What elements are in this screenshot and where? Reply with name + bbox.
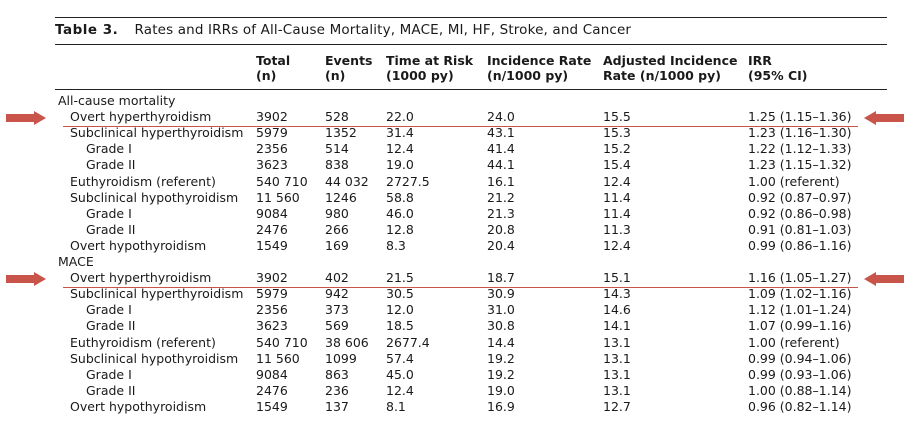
table-cell: 1352 (325, 125, 357, 141)
table-cell: 236 (325, 382, 349, 398)
table-cell: 863 (325, 366, 349, 382)
table-cell: 5979 (256, 125, 288, 141)
table-cell: 12.4 (386, 382, 414, 398)
table-cell: 1.00 (0.88–1.14) (748, 382, 852, 398)
table-cell: 30.5 (386, 286, 414, 302)
table-cell: 8.1 (386, 398, 406, 414)
table-row (0, 238, 908, 254)
table-row (0, 109, 908, 125)
right-arrow-icon (6, 272, 46, 286)
table-row (0, 383, 908, 399)
table-cell: 1.12 (1.01–1.24) (748, 302, 852, 318)
highlight-underline-mortality (63, 126, 858, 127)
table-cell: 1549 (256, 237, 288, 253)
table-cell: 14.1 (603, 318, 631, 334)
table-cell: 13.1 (603, 350, 631, 366)
table-cell: 13.1 (603, 382, 631, 398)
table-cell: 569 (325, 318, 349, 334)
table-cell: 20.4 (487, 237, 515, 253)
table-cell: 2356 (256, 302, 288, 318)
table-cell: 838 (325, 157, 349, 173)
highlight-underline-mace (63, 287, 858, 288)
table-title: Rates and IRRs of All-Cause Mortality, MACE, MI, HF, Stroke, and Cancer (134, 22, 632, 38)
table-cell: 137 (325, 398, 349, 414)
table-cell: 3623 (256, 157, 288, 173)
row-label: Grade II (86, 221, 136, 237)
table-cell: 19.2 (487, 350, 515, 366)
table-cell: 266 (325, 221, 349, 237)
table-cell: 12.4 (386, 141, 414, 157)
table-row (0, 351, 908, 367)
table-row (0, 190, 908, 206)
header-total: Total (n) (256, 53, 291, 83)
title-rule (55, 44, 887, 45)
table-cell: 12.7 (603, 398, 631, 414)
section-heading: MACE (58, 254, 94, 269)
table-cell: 21.5 (386, 270, 414, 286)
table-label: Table 3. (55, 22, 119, 38)
table-cell: 24.0 (487, 109, 515, 125)
table-cell: 15.2 (603, 141, 631, 157)
row-label: Grade I (86, 205, 132, 221)
table-cell: 3902 (256, 270, 288, 286)
table-cell: 30.8 (487, 318, 515, 334)
table-cell: 1.07 (0.99–1.16) (748, 318, 852, 334)
table-cell: 18.5 (386, 318, 414, 334)
table-cell: 13.1 (603, 334, 631, 350)
table-cell: 57.4 (386, 350, 414, 366)
table-cell: 1.09 (1.02–1.16) (748, 286, 852, 302)
table-cell: 22.0 (386, 109, 414, 125)
left-arrow-icon (864, 111, 904, 125)
table-row (0, 222, 908, 238)
header-incidence-rate: Incidence Rate (n/1000 py) (487, 53, 592, 83)
row-label: Overt hyperthyroidism (70, 270, 212, 286)
table-cell: 1.00 (referent) (748, 334, 840, 350)
row-label: Grade I (86, 141, 132, 157)
header-irr: IRR (95% CI) (748, 53, 808, 83)
table-row (0, 286, 908, 302)
table-row (0, 141, 908, 157)
row-label: Overt hypothyroidism (70, 237, 207, 253)
table-cell: 11.4 (603, 205, 631, 221)
table-cell: 1.23 (1.16–1.30) (748, 125, 852, 141)
row-label: Euthyroidism (referent) (70, 173, 216, 189)
table-cell: 45.0 (386, 366, 414, 382)
table-cell: 41.4 (487, 141, 515, 157)
table-cell: 373 (325, 302, 349, 318)
table-cell: 1.00 (referent) (748, 173, 840, 189)
table-cell: 0.91 (0.81–1.03) (748, 221, 852, 237)
table-cell: 402 (325, 270, 349, 286)
table-cell: 11.4 (603, 189, 631, 205)
table-cell: 15.1 (603, 270, 631, 286)
table-cell: 540 710 (256, 334, 308, 350)
row-label: Subclinical hypothyroidism (70, 189, 239, 205)
table-caption (55, 22, 631, 38)
table-cell: 31.0 (487, 302, 515, 318)
table-row (0, 318, 908, 334)
table-cell: 1.23 (1.15–1.32) (748, 157, 852, 173)
table-cell: 528 (325, 109, 349, 125)
table-cell: 12.8 (386, 221, 414, 237)
table-cell: 2356 (256, 141, 288, 157)
table-cell: 2727.5 (386, 173, 430, 189)
table-cell: 30.9 (487, 286, 515, 302)
table-row (0, 174, 908, 190)
table-cell: 31.4 (386, 125, 414, 141)
table-cell: 1.22 (1.12–1.33) (748, 141, 852, 157)
row-label: Grade I (86, 366, 132, 382)
table-cell: 15.4 (603, 157, 631, 173)
table-cell: 19.0 (487, 382, 515, 398)
left-arrow-icon (864, 272, 904, 286)
table-cell: 46.0 (386, 205, 414, 221)
table-cell: 169 (325, 237, 349, 253)
table-row (0, 125, 908, 141)
table-cell: 1246 (325, 189, 357, 205)
table-row (0, 157, 908, 173)
table-cell: 1549 (256, 398, 288, 414)
table-cell: 13.1 (603, 366, 631, 382)
table-cell: 3623 (256, 318, 288, 334)
row-label: Grade I (86, 302, 132, 318)
table-cell: 1.16 (1.05–1.27) (748, 270, 852, 286)
table-cell: 11 560 (256, 350, 300, 366)
row-label: Grade II (86, 382, 136, 398)
row-label: Subclinical hypothyroidism (70, 350, 239, 366)
table-cell: 44.1 (487, 157, 515, 173)
table-cell: 21.2 (487, 189, 515, 205)
row-label: Subclinical hyperthyroidism (70, 286, 244, 302)
row-label: Euthyroidism (referent) (70, 334, 216, 350)
table-cell: 44 032 (325, 173, 369, 189)
row-label: Overt hyperthyroidism (70, 109, 212, 125)
top-rule (55, 17, 887, 18)
table-cell: 2476 (256, 221, 288, 237)
table-cell: 0.99 (0.94–1.06) (748, 350, 852, 366)
header-rule (55, 89, 887, 90)
header-events: Events (n) (325, 53, 373, 83)
right-arrow-icon (6, 111, 46, 125)
table-cell: 14.3 (603, 286, 631, 302)
table-cell: 0.99 (0.93–1.06) (748, 366, 852, 382)
table-cell: 20.8 (487, 221, 515, 237)
table-cell: 14.4 (487, 334, 515, 350)
row-label: Subclinical hyperthyroidism (70, 125, 244, 141)
table-cell: 9084 (256, 366, 288, 382)
table-cell: 0.99 (0.86–1.16) (748, 237, 852, 253)
table-cell: 514 (325, 141, 349, 157)
table-cell: 942 (325, 286, 349, 302)
table-cell: 12.0 (386, 302, 414, 318)
table-row (0, 302, 908, 318)
table-row (0, 335, 908, 351)
table-cell: 11 560 (256, 189, 300, 205)
table-cell: 15.3 (603, 125, 631, 141)
table-cell: 15.5 (603, 109, 631, 125)
table-cell: 16.1 (487, 173, 515, 189)
table-cell: 0.96 (0.82–1.14) (748, 398, 852, 414)
table-cell: 19.0 (386, 157, 414, 173)
header-adjusted-incidence: Adjusted Incidence Rate (n/1000 py) (603, 53, 738, 83)
table-cell: 1099 (325, 350, 357, 366)
table-cell: 43.1 (487, 125, 515, 141)
table-cell: 2476 (256, 382, 288, 398)
table-row (0, 367, 908, 383)
table-cell: 3902 (256, 109, 288, 125)
table-cell: 540 710 (256, 173, 308, 189)
table-cell: 12.4 (603, 237, 631, 253)
table-cell: 18.7 (487, 270, 515, 286)
table-cell: 8.3 (386, 237, 406, 253)
table-cell: 0.92 (0.87–0.97) (748, 189, 852, 205)
table-cell: 2677.4 (386, 334, 430, 350)
table-cell: 21.3 (487, 205, 515, 221)
table-cell: 38 606 (325, 334, 369, 350)
table-cell: 5979 (256, 286, 288, 302)
table-cell: 19.2 (487, 366, 515, 382)
table-cell: 11.3 (603, 221, 631, 237)
table-cell: 12.4 (603, 173, 631, 189)
row-label: Grade II (86, 318, 136, 334)
table-row (0, 399, 908, 415)
section-heading: All-cause mortality (58, 93, 176, 108)
table-cell: 980 (325, 205, 349, 221)
table-cell: 58.8 (386, 189, 414, 205)
header-time-at-risk: Time at Risk (1000 py) (386, 53, 474, 83)
row-label: Grade II (86, 157, 136, 173)
table-cell: 1.25 (1.15–1.36) (748, 109, 852, 125)
table-row (0, 270, 908, 286)
table-cell: 0.92 (0.86–0.98) (748, 205, 852, 221)
row-label: Overt hypothyroidism (70, 398, 207, 414)
table-cell: 9084 (256, 205, 288, 221)
table-row (0, 206, 908, 222)
table-cell: 14.6 (603, 302, 631, 318)
table-cell: 16.9 (487, 398, 515, 414)
